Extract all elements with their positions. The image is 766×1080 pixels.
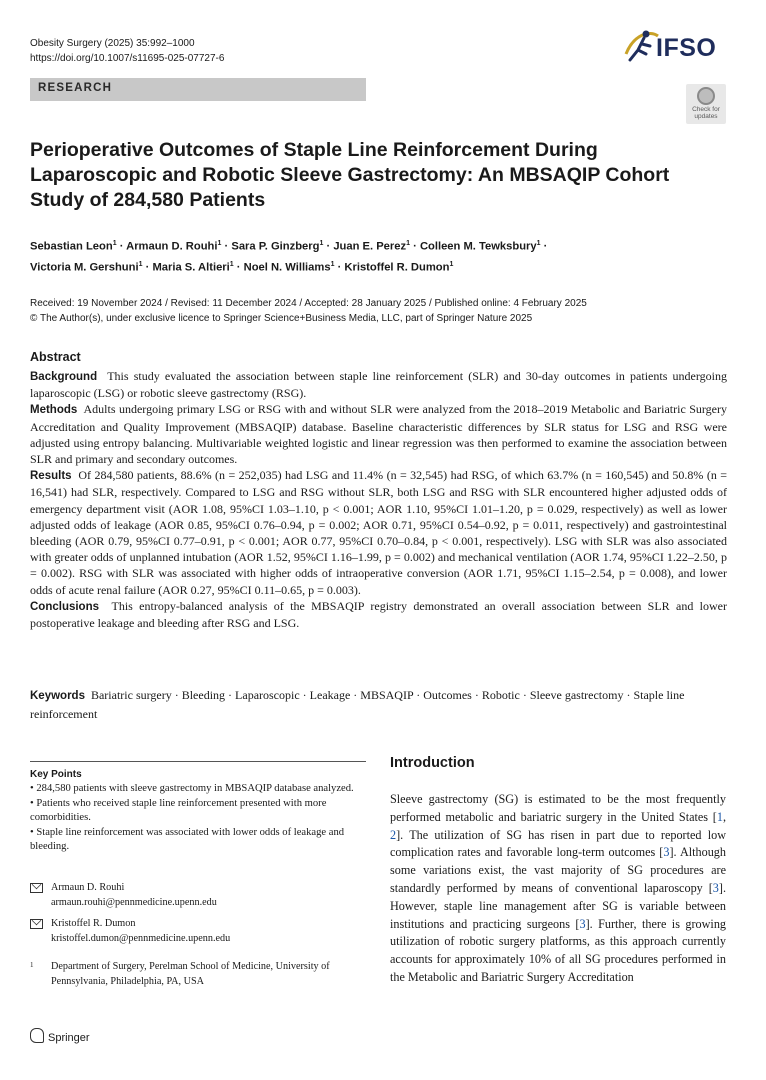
author-name[interactable]: Maria S. Altieri bbox=[152, 261, 230, 274]
intro-text: ]. Although some variations exist, the vast majority of SG procedures are standardly performed by means of conventional laparoscopy [ bbox=[390, 845, 726, 895]
keywords-text: Bariatric surgery · Bleeding · Laparoscopic · Leakage · MBSAQIP · Outcomes · Robotic · Sleeve gastrectomy · Staple line reinforcement bbox=[30, 688, 685, 721]
author-affiliation: 1 bbox=[217, 240, 222, 247]
ifso-logo bbox=[620, 24, 730, 68]
section-banner bbox=[30, 78, 366, 101]
author-name[interactable]: Colleen M. Tewksbury bbox=[419, 240, 537, 253]
abstract-methods bbox=[30, 401, 727, 467]
logo-text: IFSO bbox=[656, 34, 717, 62]
key-points-heading: Key Points bbox=[30, 769, 82, 780]
methods-text: Adults undergoing primary LSG or RSG with and without SLR were analyzed from the 2018–2019 Metabolic and Bariatric Surgery Accreditation and Quality Improvement (MBSAQIP) database. Baseline characteristic differences by SLR status for LSG and RSG were adjusted using entropy balancing. Multivariable weighted logistic and linear regression was then performed to examine the association between SLR and primary and secondary outcomes. bbox=[30, 402, 727, 467]
publication-dates bbox=[30, 297, 730, 326]
journal-line: Obesity Surgery (2025) 35:992–1000 bbox=[30, 38, 195, 49]
author-affiliation: 1 bbox=[138, 260, 143, 268]
author-affiliation: 1 bbox=[536, 240, 541, 247]
citation-link[interactable]: 3 bbox=[579, 916, 586, 931]
journal-citation bbox=[30, 36, 224, 66]
contact-name: Armaun D. Rouhi bbox=[51, 882, 125, 893]
abstract-body bbox=[30, 368, 727, 631]
author-name[interactable]: Noel N. Williams bbox=[243, 261, 331, 274]
author-affiliation: 1 bbox=[112, 240, 117, 247]
abstract-heading: Abstract bbox=[30, 350, 81, 364]
background-label: Background bbox=[30, 371, 98, 383]
springer-icon bbox=[30, 1028, 44, 1043]
author-affiliation: 1 bbox=[319, 240, 324, 247]
runner-icon bbox=[620, 24, 660, 68]
keywords bbox=[30, 686, 727, 723]
keywords-label: Keywords bbox=[30, 690, 85, 702]
results-text: Of 284,580 patients, 88.6% (n = 252,035) had LSG and 11.4% (n = 32,545) had RSG, of which 63.7% (n = 160,545) and 50.8% (n = 16,541) had SLR, respectively. Compared to LSG and RSG without SLR, both LSG and RSG with SLR encountered higher adjusted odds of emergency department visit (AOR 1.08, 95%CI 1.03–1.10, p < 0.001; AOR 1.10, 95%CI 1.01–1.20, p = 0.029, respectively) as well as lower adjusted odds of leakage (AOR 0.85, 95%CI 0.76–0.94, p = 0.002; AOR 0.71, 95%CI 0.54–0.92, p = 0.011, respectively) and gastrointestinal bleeding (AOR 0.79, 95%CI 0.77–0.91, p < 0.001; AOR 0.77, 95%CI 0.70–0.84, p < 0.001, respectively). LSG with SLR was also associated with greater odds of unplanned intubation (AOR 1.52, 95%CI 1.16–1.99, p = 0.002) and mechanical ventilation (AOR 1.74, 95%CI 1.22–2.50, p = 0.002). RSG with SLR was associated with higher odds of intraoperative conversion (AOR 1.71, 95%CI 1.15–2.54, p = 0.008), and lower odds of acute renal failure (AOR 0.27, 95%CI 0.11–0.65, p = 0.003). bbox=[30, 468, 728, 597]
author-name[interactable]: Kristoffel R. Dumon bbox=[344, 261, 450, 274]
intro-text: ]. Further, there is growing utilization of robotic surgery platforms, as this approach currently accounts for approximately 10% of all SG procedures performed in the Metabolic and Bariatric Surgery Accreditation bbox=[390, 916, 727, 984]
introduction-body bbox=[390, 791, 726, 987]
citation-link[interactable]: 3 bbox=[663, 845, 670, 860]
contact-dumon bbox=[30, 917, 366, 946]
envelope-icon bbox=[30, 919, 43, 929]
check-for-updates-badge[interactable] bbox=[686, 84, 726, 124]
check-updates-label: Check for updates bbox=[692, 106, 720, 120]
conclusions-label: Conclusions bbox=[30, 600, 100, 613]
author-affiliation: 1 bbox=[406, 240, 410, 247]
author-name[interactable]: Sara P. Ginzberg bbox=[231, 240, 320, 253]
contact-name: Kristoffel R. Dumon bbox=[51, 918, 136, 929]
intro-text: ]. The utilization of SG has risen in part due to reported low complication rates and favorable long-term outcomes [ bbox=[390, 827, 726, 860]
copyright-line: © The Author(s), under exclusive licence to Springer Science+Business Media, LLC, part of Springer Nature 2025 bbox=[30, 312, 533, 324]
author-affiliation: 1 bbox=[229, 260, 234, 268]
affiliation-text: Department of Surgery, Perelman School of Medicine, University of Pennsylvania, Philadelphia, PA, USA bbox=[51, 961, 330, 987]
key-points-list bbox=[30, 782, 366, 855]
list-item: • Patients who received staple line reinforcement presented with more comorbidities. bbox=[30, 797, 327, 823]
abstract-results bbox=[30, 467, 727, 598]
introduction-heading: Introduction bbox=[390, 755, 475, 771]
citation-link[interactable]: 2 bbox=[390, 827, 397, 842]
intro-text: , bbox=[722, 809, 726, 824]
author-name[interactable]: Juan E. Perez bbox=[333, 240, 407, 253]
author-name[interactable]: Sebastian Leon bbox=[30, 240, 113, 253]
contact-email[interactable]: armaun.rouhi@pennmedicine.upenn.edu bbox=[51, 896, 217, 908]
intro-text: Sleeve gastrectomy (SG) is estimated to be the most frequently performed metabolic and bariatric surgery in the United States [ bbox=[390, 792, 726, 824]
history-line: Received: 19 November 2024 / Revised: 11 December 2024 / Accepted: 28 January 2025 / Published online: 4 February 2025 bbox=[30, 298, 587, 309]
conclusions-text: This entropy-balanced analysis of the MBSAQIP registry demonstrated an overall association between SLR and lower postoperative leakage and bleeding after RSG and LSG. bbox=[30, 598, 727, 631]
citation-link[interactable]: 1 bbox=[716, 809, 723, 824]
author-name[interactable]: Victoria M. Gershuni bbox=[30, 261, 139, 274]
author-affiliation: 1 bbox=[449, 260, 454, 268]
author-affiliation: 1 bbox=[330, 260, 335, 268]
list-item: • 284,580 patients with sleeve gastrectomy in MBSAQIP database analyzed. bbox=[30, 783, 354, 794]
abstract-conclusions bbox=[30, 598, 727, 631]
affiliation bbox=[30, 960, 366, 989]
methods-label: Methods bbox=[30, 404, 78, 417]
abstract-background bbox=[30, 368, 727, 401]
article-title: Perioperative Outcomes of Staple Line Reinforcement During Laparoscopic and Robotic Sleeve Gastrectomy: An MBSAQIP Cohort Study of 284,580 Patients bbox=[30, 139, 670, 211]
background-text: This study evaluated the association between staple line reinforcement (SLR) and 30-day outcomes in patients undergoing laparoscopic (LSG) or robotic sleeve gastrectomy (RSG). bbox=[30, 369, 727, 401]
author-list: Sebastian Leon$^1$ · Armaun D. Rouhi$^1$ · Sara P. Ginzberg$^1$ · Juan E. Perez$^1$ · Colleen M. Tewksbury$^1$ · Victoria M. Gershuni$^1$ · Maria S. Altieri$^1$ · Noel N. Williams$^1$ · Kristoffel R. Dumon$^1$ bbox=[30, 240, 548, 274]
doi-link[interactable]: https://doi.org/10.1007/s11695-025-07727-6 bbox=[30, 53, 225, 64]
intro-text: ]. However, staple line management after SG is variable between institutions and practicing surgeons [ bbox=[390, 880, 726, 931]
contact-email[interactable]: kristoffel.dumon@pennmedicine.upenn.edu bbox=[51, 932, 231, 944]
results-label: Results bbox=[30, 470, 72, 483]
divider bbox=[30, 761, 366, 762]
affiliation-number: 1 bbox=[30, 961, 34, 969]
list-item: • Staple line reinforcement was associated with lower odds of leakage and bleeding. bbox=[30, 826, 345, 852]
citation-link[interactable]: 3 bbox=[712, 880, 719, 895]
publisher-footer bbox=[30, 1028, 90, 1044]
check-updates-icon bbox=[697, 87, 715, 105]
author-name[interactable]: Armaun D. Rouhi bbox=[126, 240, 218, 253]
envelope-icon bbox=[30, 883, 43, 893]
section-label: RESEARCH bbox=[38, 82, 113, 94]
publisher-name: Springer bbox=[48, 1032, 90, 1044]
contact-rouhi bbox=[30, 881, 366, 910]
